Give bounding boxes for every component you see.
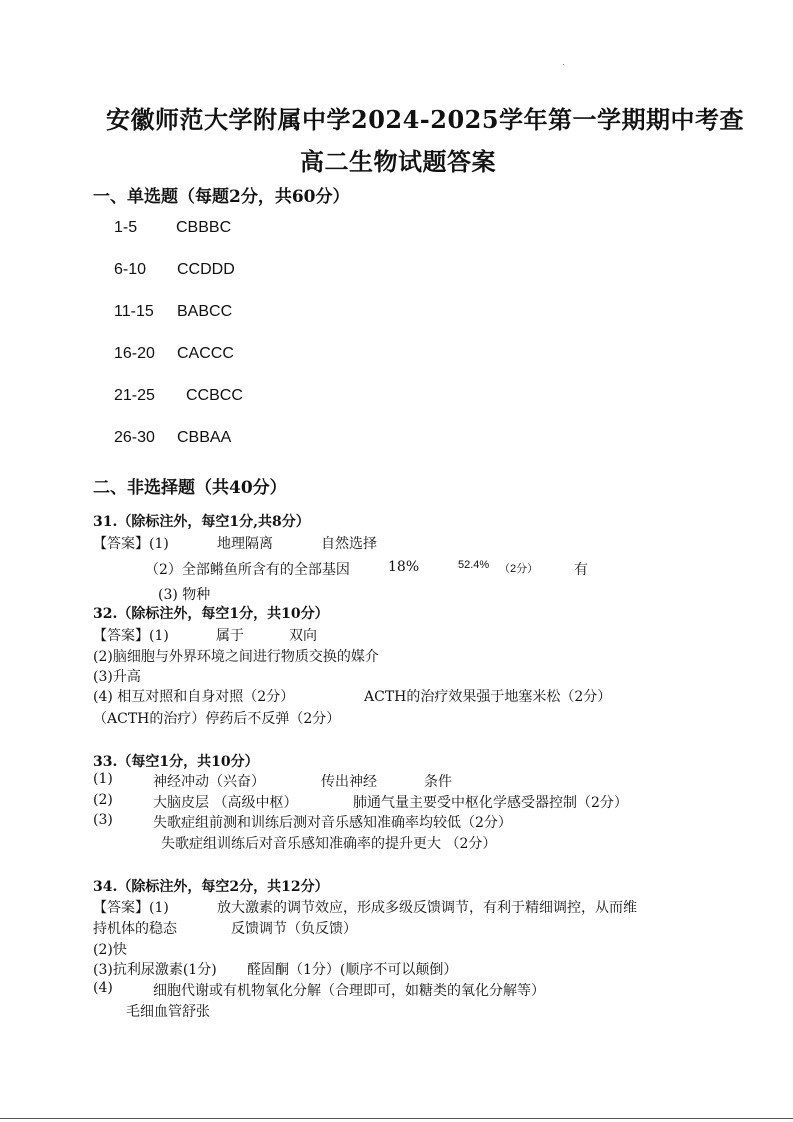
mc-range: 26-30 (114, 429, 155, 446)
q31-answer-text: 18% (388, 559, 420, 575)
q34-answer-text: 持机体的稳态 (93, 921, 177, 937)
scan-dot (563, 64, 564, 65)
mc-answers: BABCC (177, 303, 233, 320)
q32-answer-text: 属于 (216, 628, 244, 644)
document-subtitle: 高二生物试题答案 (300, 147, 496, 176)
q31-answer-text: 地理隔离 (217, 536, 273, 552)
q34-answer-text: 放大激素的调节效应，形成多级反馈调节，有利于精细调控，从而维 (217, 900, 637, 916)
section2-heading: 二、非选择题（共40分） (93, 478, 287, 498)
q34-answer-text: 反馈调节（负反馈） (231, 921, 357, 937)
mc-answers: CBBAA (177, 429, 232, 446)
q31-answer-label: 【答案】(1) (93, 536, 169, 552)
document-title: 安徽师范大学附属中学2024-2025学年第一学期期中考查 (106, 105, 745, 134)
q32-answer-text: ACTH的治疗效果强于地塞米松（2分） (364, 689, 612, 705)
q31-answer-text: （2）全部鳉鱼所含有的全部基因 (145, 562, 350, 578)
q34-answer-text: (3)抗利尿激素(1分) (93, 962, 217, 978)
mc-answers: CACCC (177, 345, 234, 362)
q33-answer-text: 大脑皮层 （高级中枢） (153, 795, 298, 811)
q33-heading: 33.（每空1分，共10分） (93, 754, 259, 770)
q33-answer-text: 传出神经 (321, 774, 377, 790)
mc-range: 16-20 (114, 345, 155, 362)
q31-answer-text: 52.4% (458, 559, 490, 571)
q31-score-note: （2分） (499, 563, 539, 575)
q33-answer-text: 失歌症组前测和训练后测对音乐感知准确率均较低（2分） (153, 815, 512, 831)
q33-answer-text: 失歌症组训练后对音乐感知准确率的提升更大 （2分） (161, 836, 497, 852)
q34-answer-text: 细胞代谢或有机物氧化分解（合理即可，如糖类的氧化分解等） (153, 983, 545, 999)
q33-item-number: (1) (93, 771, 113, 787)
q34-answer-text: (2)快 (93, 942, 127, 958)
q32-answer-text: (4) 相互对照和自身对照（2分） (93, 689, 295, 705)
mc-answers: CCDDD (177, 261, 235, 278)
q34-heading: 34.（除标注外，每空2分，共12分） (93, 879, 329, 895)
q31-answer-text: 自然选择 (321, 536, 377, 552)
q33-item-number: (2) (93, 792, 113, 808)
q31-heading: 31.（除标注外，每空1分,共8分） (93, 514, 310, 530)
q34-item-number: (4) (93, 980, 113, 996)
q33-answer-text: 条件 (424, 774, 452, 790)
section1-heading: 一、单选题（每题2分，共60分） (93, 187, 350, 207)
q31-answer-text: (3) 物种 (158, 587, 211, 603)
q33-answer-text: 肺通气量主要受中枢化学感受器控制（2分） (353, 795, 628, 811)
q34-answer-text: 醛固酮（1分）(顺序不可以颠倒） (247, 962, 458, 978)
q33-answer-text: 神经冲动（兴奋） (153, 774, 265, 790)
mc-answers: CBBBC (176, 219, 232, 236)
q33-item-number: (3) (93, 812, 113, 828)
mc-range: 21-25 (114, 387, 155, 404)
q32-answer-text: (3)升高 (93, 669, 141, 685)
q32-answer-text: (2)脑细胞与外界环境之间进行物质交换的媒介 (93, 649, 379, 665)
mc-range: 6-10 (114, 261, 147, 278)
mc-range: 11-15 (114, 303, 154, 320)
page-bottom-border (0, 1118, 793, 1119)
q34-answer-text: 毛细血管舒张 (126, 1004, 210, 1020)
mc-answers: CCBCC (186, 387, 243, 404)
q32-answer-label: 【答案】(1) (93, 628, 169, 644)
q32-heading: 32.（除标注外，每空1分，共10分） (93, 606, 329, 622)
q32-answer-text: 双向 (289, 628, 317, 644)
q34-answer-label: 【答案】(1) (93, 900, 169, 916)
mc-range: 1-5 (114, 219, 138, 236)
q31-answer-text: 有 (574, 562, 588, 578)
q32-answer-text: （ACTH的治疗）停药后不反弹（2分） (93, 711, 341, 727)
